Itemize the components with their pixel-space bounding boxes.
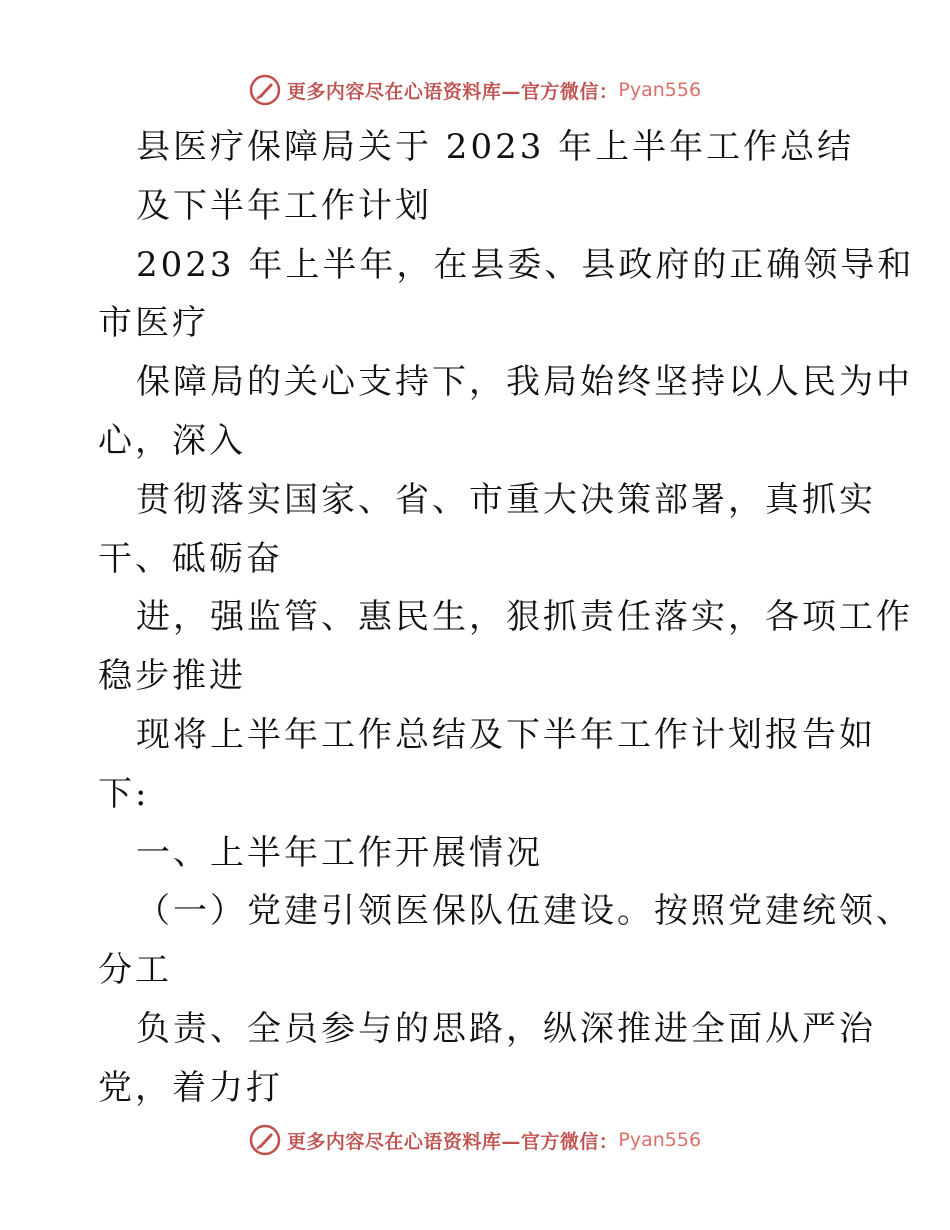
document-line: 及下半年工作计划	[136, 185, 432, 226]
document-line: 分工	[98, 950, 172, 991]
watermark-text: 更多内容尽在心语资料库—官方微信：	[286, 1130, 619, 1153]
document-line: 稳步推进	[98, 656, 246, 697]
watermark-id: Pyan556	[618, 1129, 702, 1151]
document-line: 2023 年上半年，在县委、县政府的正确领导和	[136, 244, 915, 285]
document-line: 现将上半年工作总结及下半年工作计划报告如	[136, 714, 876, 755]
document-body	[98, 118, 915, 1118]
document-line: 心，深入	[98, 420, 246, 461]
footer-watermark	[0, 1120, 950, 1160]
document-line: 保障局的关心支持下，我局始终坚持以人民为中	[136, 362, 913, 403]
watermark-text: 更多内容尽在心语资料库—官方微信：	[286, 80, 619, 103]
quill-logo-icon	[249, 74, 281, 106]
document-line: 党，着力打	[98, 1067, 283, 1108]
watermark-id: Pyan556	[618, 79, 702, 101]
document-line: 下:	[98, 773, 150, 814]
quill-logo-icon	[249, 1124, 281, 1156]
document-line: 贯彻落实国家、省、市重大决策部署，真抓实	[136, 479, 876, 520]
document-line: 进，强监管、惠民生，狠抓责任落实，各项工作	[136, 597, 913, 638]
document-line: 县医疗保障局关于 2023 年上半年工作总结	[136, 127, 855, 167]
document-line: 一、上半年工作开展情况	[136, 832, 543, 873]
document-line: 负责、全员参与的思路，纵深推进全面从严治	[136, 1008, 876, 1049]
document-line: 市医疗	[98, 303, 209, 344]
document-line: （一）党建引领医保队伍建设。按照党建统领、	[136, 891, 913, 932]
header-watermark	[0, 70, 950, 110]
document-line: 干、砥砺奋	[98, 538, 283, 579]
